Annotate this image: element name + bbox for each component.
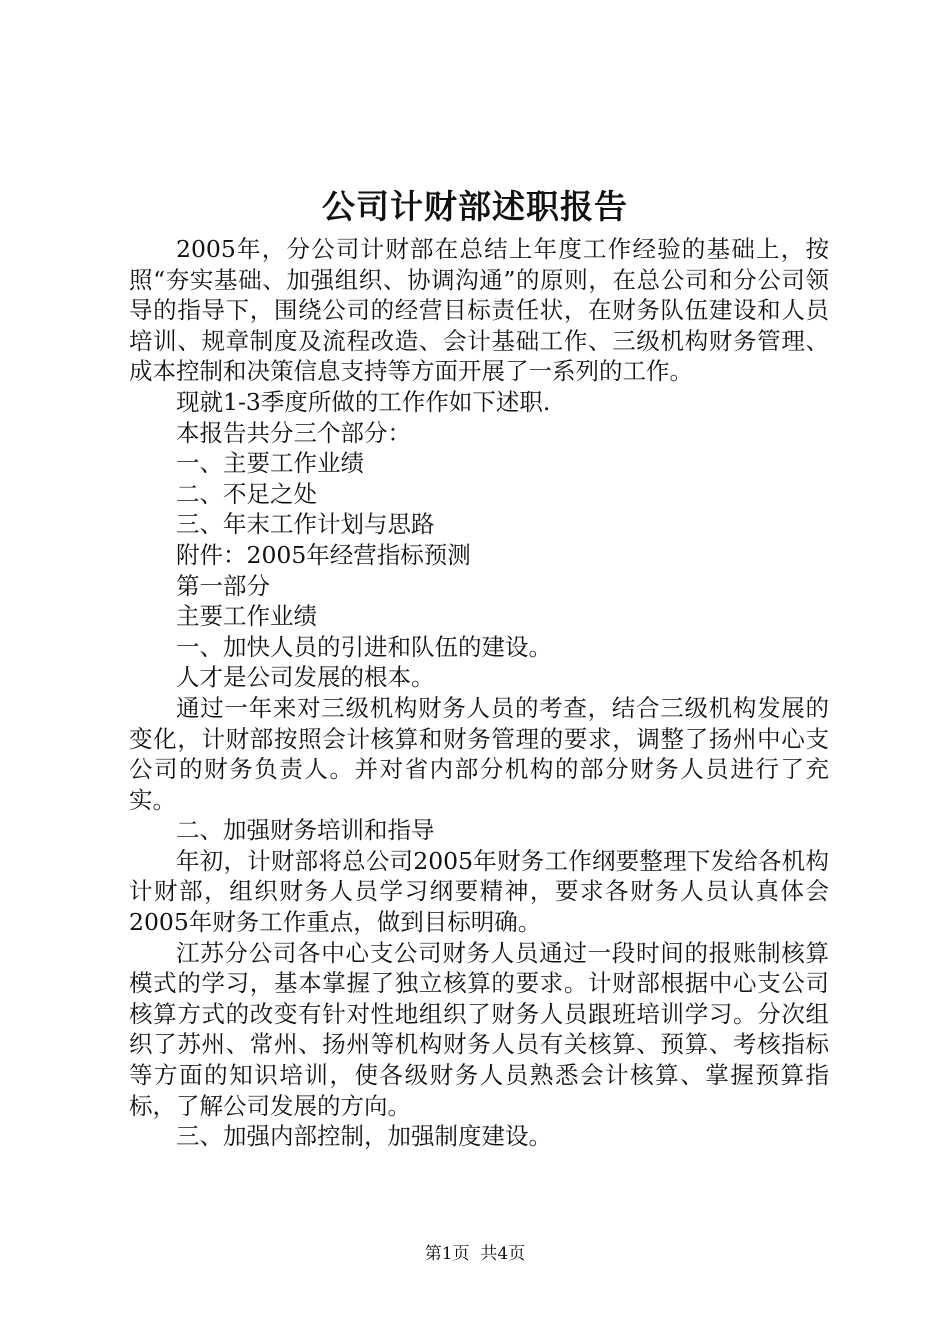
subsection-heading: 一、加快人员的引进和队伍的建设。 [176,632,552,661]
outline-item: 三、年末工作计划与思路 [176,510,435,539]
page-total: 共4页 [480,1244,526,1264]
paragraph: 通过一年来对三级机构财务人员的考查，结合三级机构发展的变化，计财部按照会计核算和财务管理的要求，调整了扬州中心支公司的财务负责人。并对省内部分机构的部分财务人员进行了充实。 [129,693,829,814]
outline-item: 二、不足之处 [176,479,317,508]
document-title: 公司计财部述职报告 [322,187,628,226]
section-label: 第一部分 [176,571,270,600]
paragraph: 年初，计财部将总公司2005年财务工作纲要整理下发给各机构计财部，组织财务人员学习纲要精神，要求各财务人员认真体会2005年财务工作重点，做到目标明确。 [129,846,829,937]
outline-item: 一、主要工作业绩 [176,449,364,478]
subsection-heading: 二、加强财务培训和指导 [176,816,435,845]
subsection-heading: 三、加强内部控制，加强制度建设。 [176,1122,552,1151]
page-number: 第1页 [424,1244,470,1264]
paragraph: 江苏分公司各中心支公司财务人员通过一段时间的报账制核算模式的学习，基本掌握了独立核算的要求。计财部根据中心支公司核算方式的改变有针对性地组织了财务人员跟班培训学习。分次组织了苏州、常州、扬州等机构财务人员有关核算、预算、考核指标等方面的知识培训，使各级财务人员熟悉会计核算、掌握预算指标，了解公司发展的方向。 [129,938,829,1120]
page-footer [0,1242,950,1266]
paragraph-outline-heading: 本报告共分三个部分： [176,418,411,447]
paragraph: 人才是公司发展的根本。 [176,663,435,692]
paragraph-intro: 2005年，分公司计财部在总结上年度工作经验的基础上，按照“夯实基础、加强组织、协调沟通”的原则，在总公司和分公司领导的指导下，围绕公司的经营目标责任状，在财务队伍建设和人员培训、规章制度及流程改造、会计基础工作、三级机构财务管理、成本控制和决策信息支持等方面开展了一系列的工作。 [129,235,829,386]
outline-attachment: 附件：2005年经营指标预测 [176,540,471,569]
paragraph-scope: 现就1-3季度所做的工作作如下述职. [176,387,551,416]
section-heading: 主要工作业绩 [176,602,317,631]
document-body [129,234,829,1152]
